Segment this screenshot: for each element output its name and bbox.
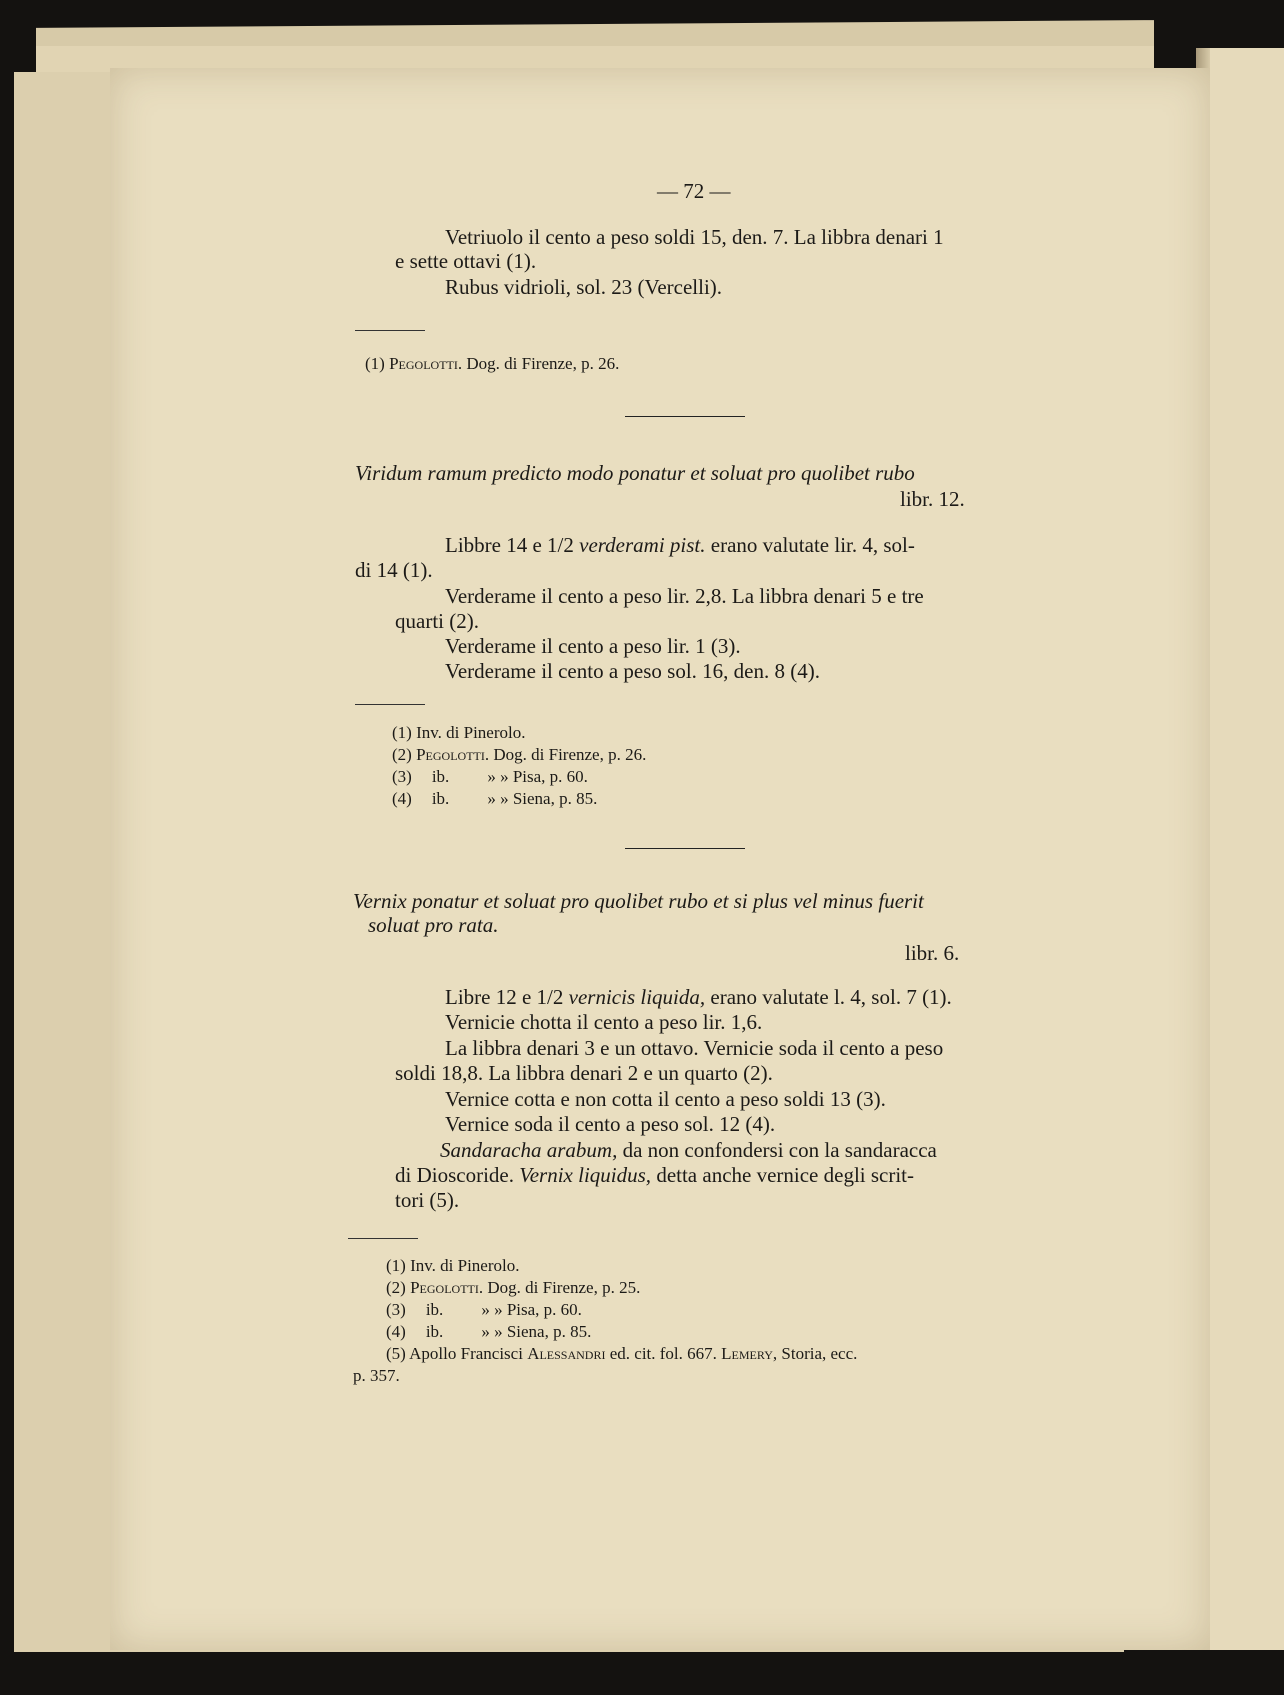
footnote-author: Pegolotti.: [410, 1278, 484, 1297]
s2-heading-line2: libr. 12.: [900, 487, 965, 511]
s3-footnote-5-line2: p. 357.: [353, 1366, 400, 1385]
s3-heading-line1: Vernix ponatur et soluat pro quolibet rubo et si plus vel minus fuerit: [353, 889, 924, 913]
s3-p1: [445, 984, 952, 1010]
s3-footnote-1: [386, 1254, 519, 1278]
s2-p4: Verderame il cento a peso sol. 16, den. 8 (4).: [445, 659, 820, 683]
footnote-text: Inv. di Pinerolo.: [410, 1256, 520, 1275]
footnote-number: (1): [365, 354, 385, 373]
s3-p1-part-b: vernicis liquida,: [568, 985, 706, 1009]
footnote-text: Pisa, p. 60.: [506, 1300, 582, 1319]
s3-p6-line3: tori (5).: [395, 1188, 460, 1212]
footnote-rule-2: [355, 704, 425, 705]
book-page: [110, 68, 1210, 1650]
footnote-text: Dog. di Firenze, p. 25.: [487, 1278, 641, 1297]
s3-footnote-2: [386, 1276, 640, 1300]
footnote-number: (3): [386, 1300, 406, 1319]
section-divider-1: [625, 416, 745, 417]
s3-footnote-3: [386, 1298, 582, 1322]
footnote-number: (2): [386, 1278, 406, 1297]
footnote-text: ib.: [425, 1322, 444, 1341]
s2-footnote-1: [392, 721, 525, 745]
s3-p1-part-c: erano valutate l. 4, sol. 7 (1).: [705, 985, 952, 1009]
footnote-number: (5): [386, 1344, 406, 1363]
footnote-text: Pisa, p. 60.: [512, 767, 588, 786]
s1-p2: Rubus vidrioli, sol. 23 (Vercelli).: [445, 275, 723, 299]
ditto-marks: » »: [481, 1322, 503, 1341]
footnote-author: Pegolotti.: [389, 354, 463, 373]
footnote-text: Inv. di Pinerolo.: [416, 723, 526, 742]
s2-p3: Verderame il cento a peso lir. 1 (3).: [445, 634, 741, 658]
footnote-text: ib.: [425, 1300, 444, 1319]
s2-p2-line1: Verderame il cento a peso lir. 2,8. La libbra denari 5 e tre: [445, 584, 924, 608]
s3-p3-line2: soldi 18,8. La libbra denari 2 e un quarto (2).: [395, 1061, 773, 1085]
footnote-number: (2): [392, 745, 412, 764]
s2-heading-line1: Viridum ramum predicto modo ponatur et soluat pro quolibet rubo: [355, 461, 915, 485]
ditto-marks: » »: [487, 767, 509, 786]
footnote-rule-3: [348, 1238, 418, 1239]
s1-footnote-1: [365, 352, 619, 376]
footnote-text: ib.: [431, 767, 450, 786]
footnote-number: (4): [392, 789, 412, 808]
s2-p1-part-a: Libbre 14 e 1/2: [445, 533, 580, 557]
s2-footnote-3: [392, 765, 588, 789]
footnote-number: (1): [392, 723, 412, 742]
footnote-number: (1): [386, 1256, 406, 1275]
footnote-text: ib.: [431, 789, 450, 808]
s2-p1-line1: [445, 532, 915, 558]
s2-p1-part-b: verderami pist.: [579, 533, 706, 557]
s3-p4: Vernice cotta e non cotta il cento a peso soldi 13 (3).: [445, 1087, 886, 1111]
s3-p6-part-c: di Dioscoride.: [395, 1163, 520, 1187]
s3-footnote-4: [386, 1320, 591, 1344]
s3-p6-line1: [440, 1137, 937, 1163]
s3-p6-part-b: da non confondersi con la sandaracca: [617, 1138, 937, 1162]
footnote-author: Pegolotti.: [416, 745, 490, 764]
footnote-number: (3): [392, 767, 412, 786]
s3-p6-line2: [395, 1162, 914, 1188]
footnote-text: Storia, ecc.: [781, 1344, 858, 1363]
s2-p2-line2: quarti (2).: [395, 609, 479, 633]
s3-p2: Vernicie chotta il cento a peso lir. 1,6.: [445, 1010, 763, 1034]
page-number: — 72 —: [657, 179, 731, 203]
s3-heading-line2: soluat pro rata.: [368, 913, 499, 937]
ditto-marks: » »: [481, 1300, 503, 1319]
footnote-text: Dog. di Firenze, p. 26.: [493, 745, 647, 764]
ditto-marks: » »: [487, 789, 509, 808]
footnote-text: Dog. di Firenze, p. 26.: [466, 354, 620, 373]
s3-p5: Vernice soda il cento a peso sol. 12 (4).: [445, 1112, 776, 1136]
footnote-text: Siena, p. 85.: [506, 1322, 592, 1341]
s2-p1-line2: di 14 (1).: [355, 558, 433, 582]
footnote-author: Alessandri: [527, 1344, 606, 1363]
s3-p6-part-e: detta anche vernice degli scrit-: [651, 1163, 915, 1187]
section-divider-2: [625, 848, 745, 849]
footnote-text: Siena, p. 85.: [512, 789, 598, 808]
s3-heading-line3: libr. 6.: [905, 941, 960, 965]
s3-p3-line1: La libbra denari 3 e un ottavo. Vernicie soda il cento a peso: [445, 1036, 944, 1060]
s1-p1-line1: Vetriuolo il cento a peso soldi 15, den. 7. La libbra denari 1: [445, 225, 944, 249]
footnote-number: (4): [386, 1322, 406, 1341]
s3-p6-part-a: Sandaracha arabum,: [440, 1138, 618, 1162]
s3-p6-part-d: Vernix liquidus,: [519, 1163, 652, 1187]
footnote-text: ed. cit. fol. 667.: [609, 1344, 717, 1363]
s1-p1-line2: e sette ottavi (1).: [395, 249, 537, 273]
footnote-rule-1: [355, 330, 425, 331]
footnote-author: Lemery,: [721, 1344, 778, 1363]
s3-footnote-5: [386, 1342, 857, 1366]
s2-footnote-4: [392, 787, 597, 811]
s3-p1-part-a: Libre 12 e 1/2: [445, 985, 569, 1009]
footnote-text: Apollo Francisci: [409, 1344, 523, 1363]
s2-footnote-2: [392, 743, 646, 767]
facing-page: [1204, 48, 1284, 1650]
s2-p1-part-c: erano valutate lir. 4, sol-: [705, 533, 915, 557]
